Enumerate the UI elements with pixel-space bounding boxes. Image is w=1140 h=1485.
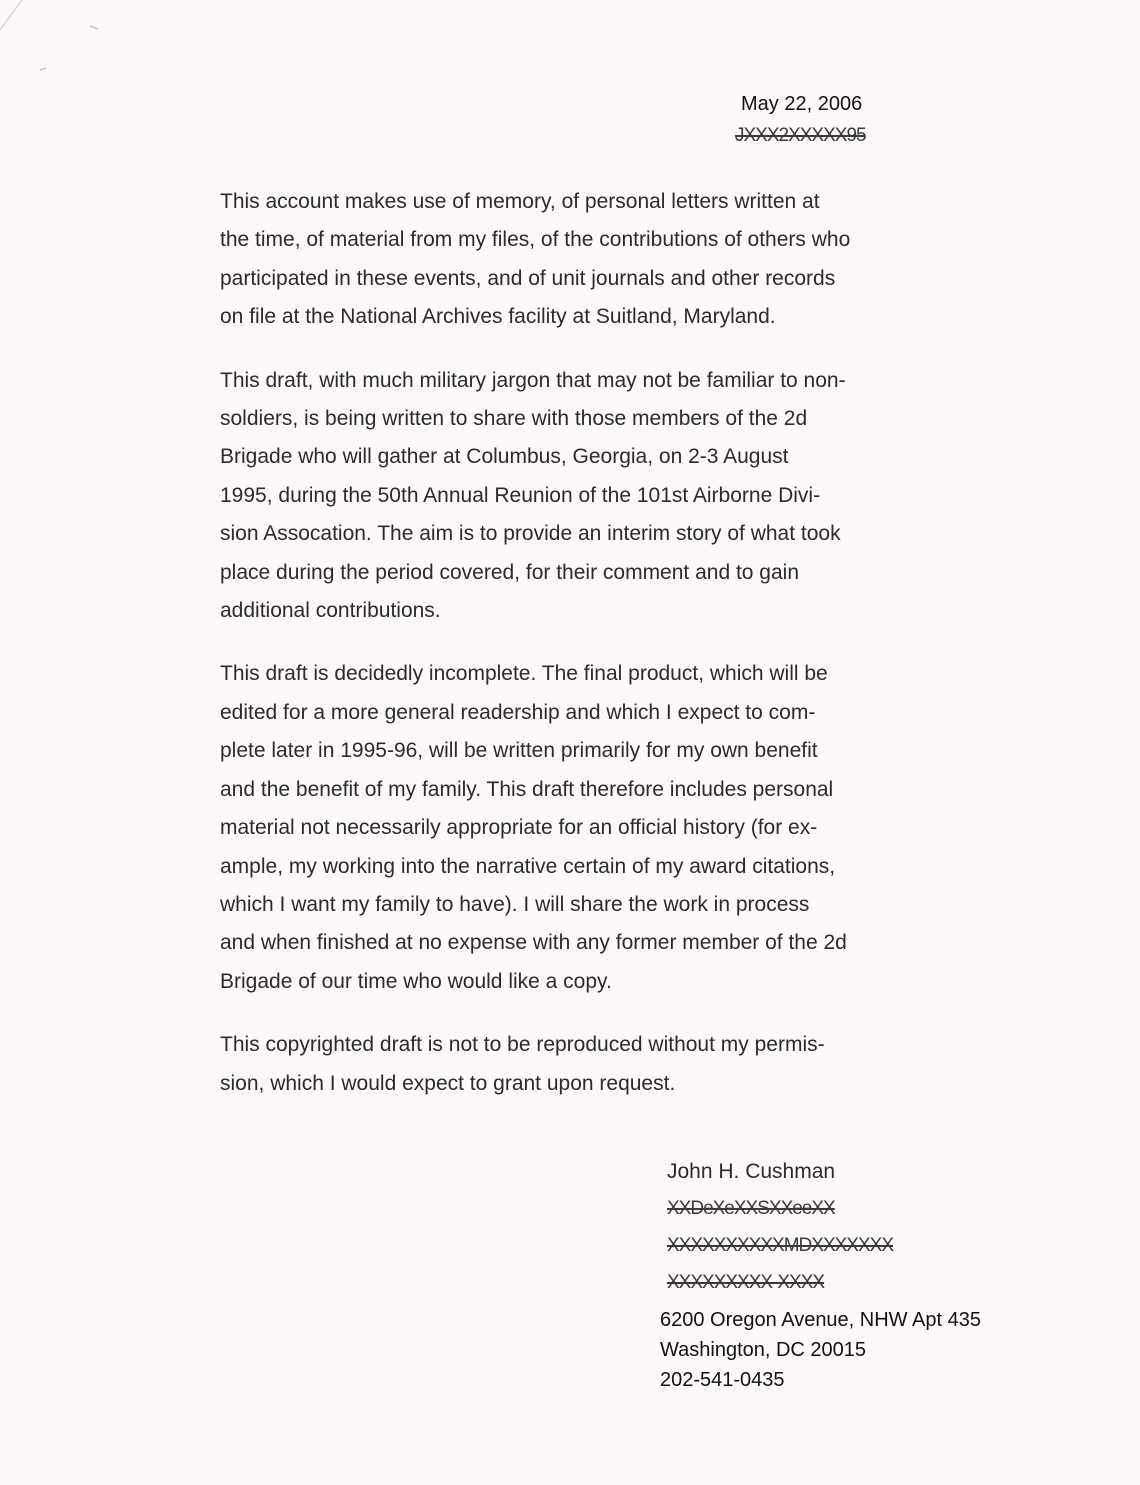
address-phone: 202-541-0435	[660, 1369, 785, 1391]
scan-corner-mark	[0, 0, 110, 80]
address-city: Washington, DC 20015	[660, 1339, 867, 1361]
date-block	[735, 91, 911, 148]
letter-body	[220, 183, 920, 1128]
paragraph-sources: This account makes use of memory, of personal letters written at the time, of material from my files, of the contributions of others who participated in these events, and of unit journals and other records on file at the National Archives facility at Suitland, Maryland.	[220, 190, 851, 329]
letter-date: May 22, 2006	[741, 93, 863, 115]
paragraph-incomplete-draft: This draft is decidedly incomplete. The final product, which will be edited for a more general readership and which I expect to com- plete later in 1995-96, will be written primarily for my own benefit and the benefit of my family. This draft therefore includes personal material not necessarily appropriate for an official history (for ex- ample, my working into the narrative certain of my award citations, which I want my family to have). I will share the work in process and when finished at no expense with any former member of the 2d Brigade of our time who would like a copy.	[220, 662, 847, 993]
struck-out-phone: XXXXXXXXX-XXXX	[667, 1272, 825, 1293]
struck-out-street: XXDeXeXXSXXeeXX	[667, 1198, 835, 1219]
address-street: 6200 Oregon Avenue, NHW Apt 435	[660, 1309, 981, 1331]
author-name: John H. Cushman	[667, 1160, 836, 1183]
struck-out-original-date: JXXX2XXXXX95	[735, 125, 866, 146]
paragraph-purpose: This draft, with much military jargon that may not be familiar to non- soldiers, is being written to share with those members of the 2d Brigade who will gather at Columbus, Georgia, on 2-3 August 1995, during the 50th Annual Reunion of the 101st Airborne Divi- sion Assocation. The aim is to provide an interim story of what took place during the period covered, for their comment and to gain additional contributions.	[220, 368, 846, 623]
signature-block	[667, 1154, 1027, 1301]
struck-out-city-state: XXXXXXXXXXMDXXXXXXX	[667, 1235, 893, 1256]
current-address-block	[660, 1305, 1040, 1395]
paragraph-copyright: This copyrighted draft is not to be reproduced without my permis- sion, which I would expect to grant upon request.	[220, 1033, 825, 1095]
